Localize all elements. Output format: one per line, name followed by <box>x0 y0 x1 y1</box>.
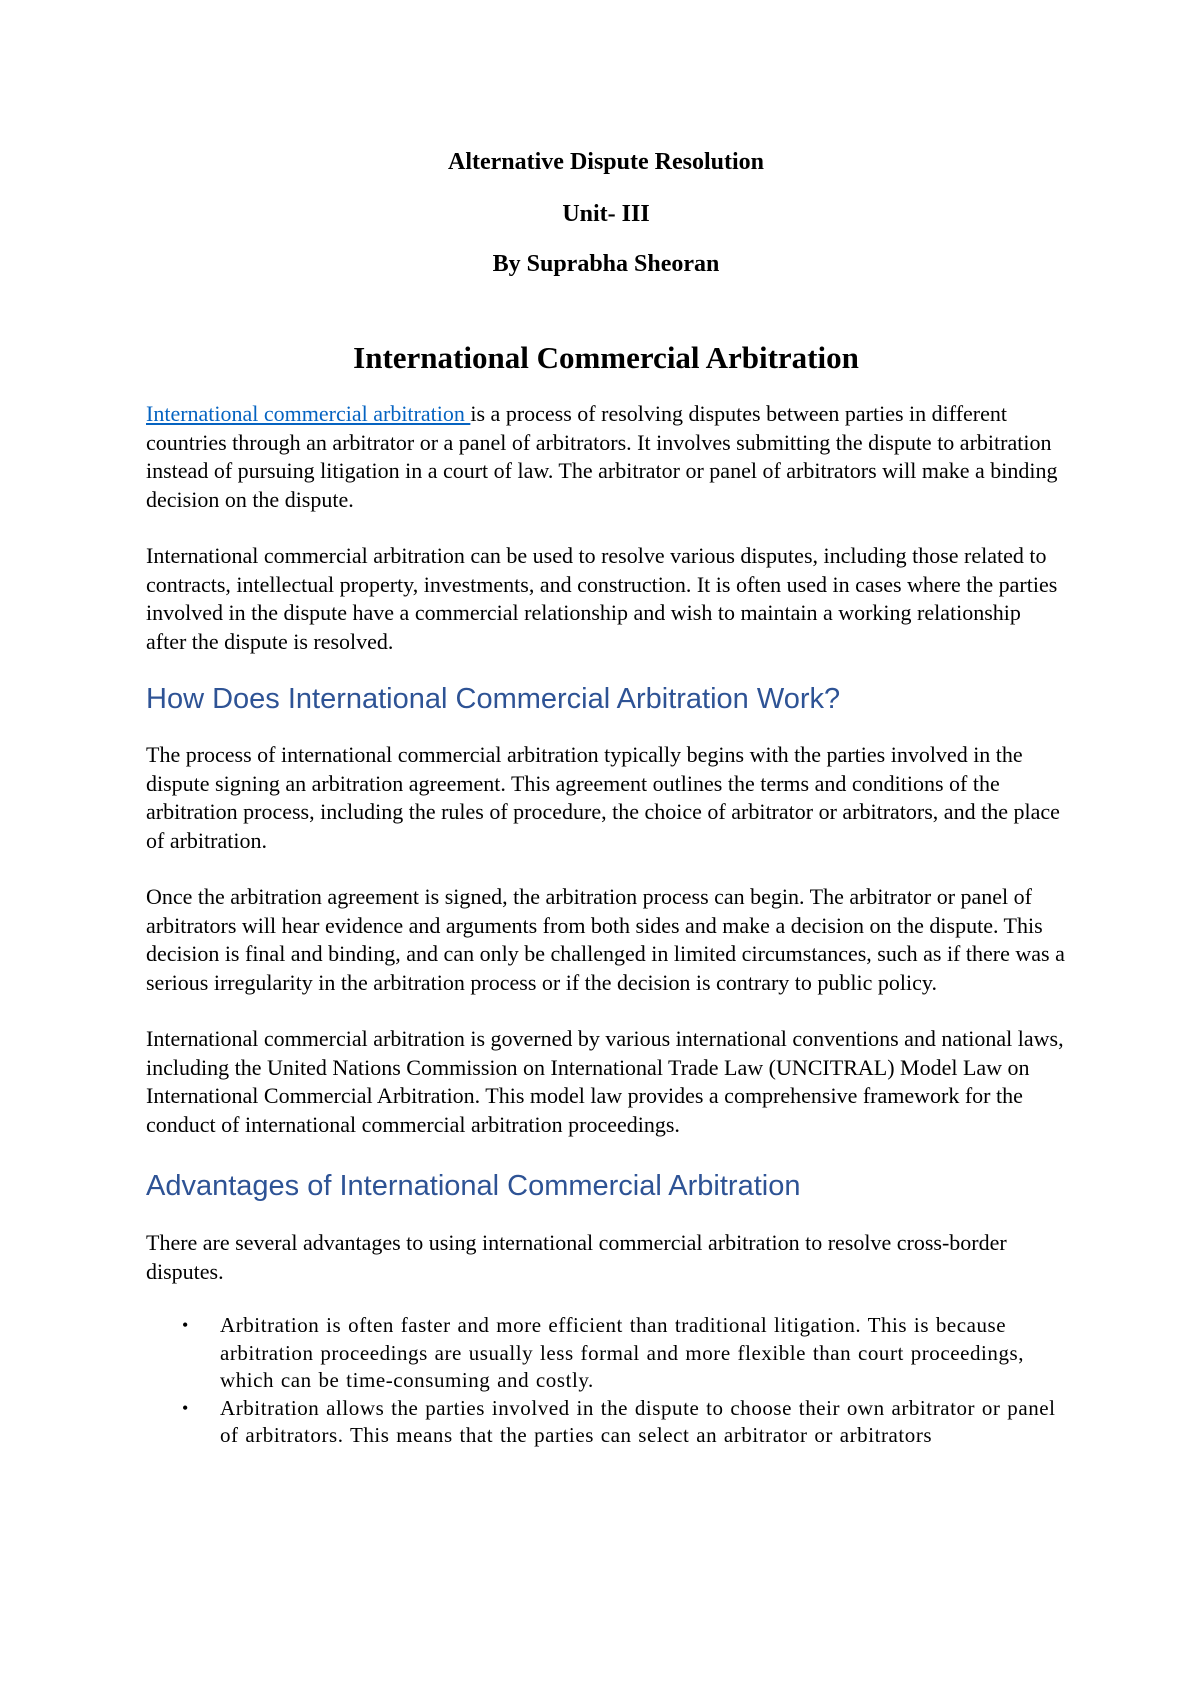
bullet-icon: • <box>182 1397 189 1418</box>
list-item-text: Arbitration is often faster and more efficient than traditional litigation. This is because arbitration proceedings are usually less formal and more flexible than court proceedings, which can be time-consuming and costly. <box>220 1313 1025 1392</box>
intro-paragraph-1 <box>146 400 1066 514</box>
intro-paragraph-2: International commercial arbitration can be used to resolve various disputes, including those related to contracts, intellectual property, investments, and construction. It is often used in cases where the parties involved in the dispute have a commercial relationship and wish to maintain a working relationship after the dispute is resolved. <box>146 543 1058 654</box>
list-item <box>146 1312 1066 1395</box>
main-heading: International Commercial Arbitration <box>353 340 859 375</box>
section-heading-how-it-works: How Does International Commercial Arbitration Work? <box>146 683 841 715</box>
section-1-paragraph-1: The process of international commercial arbitration typically begins with the parties involved in the dispute signing an arbitration agreement. This agreement outlines the terms and conditions of the arbitration process, including the rules of procedure, the choice of arbitrator or arbitrators, and the place of arbitration. <box>146 742 1060 853</box>
section-2-intro-paragraph: There are several advantages to using international commercial arbitration to resolve cross-border disputes. <box>146 1230 1007 1284</box>
bullet-icon: • <box>182 1315 189 1335</box>
section-1-paragraph-3: International commercial arbitration is governed by various international conventions and national laws, including the United Nations Commission on International Trade Law (UNCITRAL) Model Law on International Commercial Arbitration. This model law provides a comprehensive framework for the conduct of international commercial arbitration proceedings. <box>146 1026 1064 1137</box>
section-heading-advantages: Advantages of International Commercial Arbitration <box>146 1170 801 1202</box>
course-title: Alternative Dispute Resolution <box>448 149 764 175</box>
arbitration-link[interactable]: International commercial arbitration <box>146 401 471 426</box>
list-item <box>146 1395 1066 1450</box>
document-content <box>146 148 1066 1450</box>
intro-paragraph-1-text: is a process of resolving disputes between parties in different countries through an arbitrator or a panel of arbitrators. It involves submitting the dispute to arbitration instead of pursuing litigation in a court of law. The arbitrator or panel of arbitrators will make a binding decision on the dispute. <box>146 401 1058 512</box>
list-item-text: Arbitration allows the parties involved in the dispute to choose their own arbitrator or panel of arbitrators. This means that the parties can select an arbitrator or arbitrators <box>220 1395 1056 1447</box>
section-1-paragraph-2: Once the arbitration agreement is signed, the arbitration process can begin. The arbitrator or panel of arbitrators will hear evidence and arguments from both sides and make a decision on the dispute. This decision is final and binding, and can only be challenged in limited circumstances, such as if there was a serious irregularity in the arbitration process or if the decision is contrary to public policy. <box>146 884 1065 995</box>
unit-label: Unit- III <box>562 201 650 227</box>
advantages-list <box>146 1312 1066 1450</box>
author-line: By Suprabha Sheoran <box>492 251 720 277</box>
